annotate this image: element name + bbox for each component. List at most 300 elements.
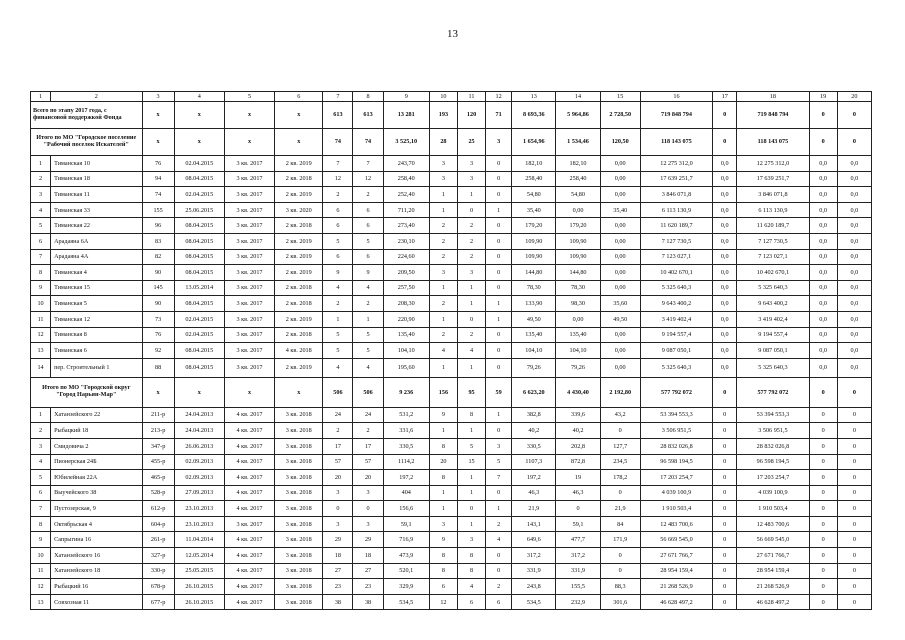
table-cell: 0,0 <box>713 187 737 203</box>
table-cell: 9 194 557,4 <box>737 327 809 343</box>
table-cell: 5 <box>486 454 512 470</box>
table-cell: 0,00 <box>600 218 640 234</box>
table-cell: 127,7 <box>600 438 640 454</box>
subtotal-row <box>31 102 872 129</box>
subtotal-cell: x <box>142 129 174 156</box>
table-cell: 6 113 130,9 <box>737 202 809 218</box>
address-cell: Тиманская 15 <box>51 280 142 296</box>
table-cell: 0 <box>809 454 837 470</box>
table-cell: 7 127 730,5 <box>640 233 712 249</box>
table-cell: 4 <box>353 358 383 377</box>
table-cell: 4 кв. 2017 <box>224 548 274 564</box>
table-cell: 94 <box>142 171 174 187</box>
table-cell: 4 кв. 2017 <box>224 438 274 454</box>
table-cell: 10 <box>31 548 51 564</box>
column-number-cell: 2 <box>51 92 142 102</box>
table-cell: 0 <box>837 516 871 532</box>
table-cell: 0,0 <box>713 296 737 312</box>
table-cell: 6 <box>353 202 383 218</box>
table-cell: 6 <box>429 579 457 595</box>
table-cell: 40,2 <box>556 423 600 439</box>
table-cell: 11 620 189,7 <box>640 218 712 234</box>
table-cell: 5 325 640,3 <box>640 280 712 296</box>
table-cell: 528-р <box>142 485 174 501</box>
table-cell: 0 <box>713 516 737 532</box>
column-number-cell: 10 <box>429 92 457 102</box>
table-cell: 2 <box>429 249 457 265</box>
table-cell: 0 <box>837 423 871 439</box>
table-cell: 0 <box>600 485 640 501</box>
table-cell: 6 <box>31 485 51 501</box>
table-cell: 0 <box>837 485 871 501</box>
table-cell: 9 <box>353 265 383 281</box>
table-cell: 1 <box>486 296 512 312</box>
table-cell: 11 <box>31 563 51 579</box>
table-cell: 3 кв. 2018 <box>275 485 323 501</box>
subtotal-cell: 74 <box>323 129 353 156</box>
table-cell: 331,6 <box>383 423 429 439</box>
table-cell: 0,0 <box>837 343 871 359</box>
table-cell: 178,2 <box>600 470 640 486</box>
table-cell: 57 <box>353 454 383 470</box>
table-row <box>31 358 872 377</box>
table-cell: 211-р <box>142 407 174 423</box>
table-row <box>31 187 872 203</box>
subtotal-cell: 0 <box>837 377 871 407</box>
table-cell: 3 846 071,8 <box>640 187 712 203</box>
table-cell: 1 910 503,4 <box>640 501 712 517</box>
table-cell: 0 <box>837 438 871 454</box>
subtotal-cell: 118 143 075 <box>737 129 809 156</box>
table-cell: 9 643 400,2 <box>737 296 809 312</box>
table-cell: 3 <box>31 187 51 203</box>
subtotal-cell: 719 848 794 <box>737 102 809 129</box>
subtotal-cell: 74 <box>353 129 383 156</box>
table-cell: 0,0 <box>837 311 871 327</box>
table-cell: 604-р <box>142 516 174 532</box>
table-row <box>31 249 872 265</box>
table-cell: 3 кв. 2017 <box>224 265 274 281</box>
table-cell: 1 <box>457 280 485 296</box>
table-cell: 53 394 553,3 <box>737 407 809 423</box>
table-cell: 1 <box>457 187 485 203</box>
table-cell: 3 кв. 2018 <box>275 579 323 595</box>
column-number-row <box>31 92 872 102</box>
table-cell: 2 <box>353 296 383 312</box>
subtotal-cell: x <box>224 129 274 156</box>
table-cell: 0,0 <box>809 358 837 377</box>
table-cell: 6 <box>486 594 512 610</box>
column-number-cell: 15 <box>600 92 640 102</box>
table-cell: 88,3 <box>600 579 640 595</box>
table-cell: 12 275 312,0 <box>737 156 809 172</box>
subtotal-row <box>31 377 872 407</box>
table-cell: 179,20 <box>512 218 556 234</box>
table-cell: 197,2 <box>512 470 556 486</box>
table-cell: 49,50 <box>512 311 556 327</box>
table-cell: 2 <box>323 296 353 312</box>
table-cell: 0,0 <box>809 218 837 234</box>
table-cell: 0,0 <box>837 249 871 265</box>
subtotal-cell: 95 <box>457 377 485 407</box>
table-cell: 4 кв. 2017 <box>224 532 274 548</box>
table-cell: 109,90 <box>556 249 600 265</box>
table-cell: 156,6 <box>383 501 429 517</box>
table-cell: 0 <box>713 423 737 439</box>
table-cell: 2 кв. 2019 <box>275 156 323 172</box>
subtotal-cell: 59 <box>486 377 512 407</box>
table-row <box>31 296 872 312</box>
table-cell: 0 <box>600 423 640 439</box>
table-cell: 35,40 <box>600 202 640 218</box>
table-cell: 12 <box>31 579 51 595</box>
table-cell: 3 <box>31 438 51 454</box>
table-cell: 3 кв. 2017 <box>224 156 274 172</box>
table-cell: 3 кв. 2017 <box>224 358 274 377</box>
address-cell: Рыбацкий 18 <box>51 423 142 439</box>
table-cell: 4 <box>31 202 51 218</box>
table-cell: 0 <box>323 501 353 517</box>
column-number-cell: 14 <box>556 92 600 102</box>
table-cell: 0 <box>809 501 837 517</box>
table-cell: 0,0 <box>713 202 737 218</box>
table-cell: 261-р <box>142 532 174 548</box>
table-cell: 0 <box>556 501 600 517</box>
column-number-cell: 3 <box>142 92 174 102</box>
subtotal-cell: x <box>275 377 323 407</box>
table-cell: 8 <box>31 265 51 281</box>
table-cell: 0 <box>837 501 871 517</box>
table-cell: 1 <box>457 296 485 312</box>
table-cell: 98,30 <box>556 296 600 312</box>
table-cell: 54,80 <box>512 187 556 203</box>
table-cell: 0,00 <box>600 187 640 203</box>
table-cell: 0,0 <box>809 296 837 312</box>
table-cell: 2 <box>486 579 512 595</box>
table-cell: 5 <box>353 327 383 343</box>
table-cell: 0 <box>486 485 512 501</box>
address-cell: Сапрыгина 16 <box>51 532 142 548</box>
table-cell: 3 кв. 2017 <box>224 202 274 218</box>
address-cell: Тиманская 8 <box>51 327 142 343</box>
table-cell: 76 <box>142 156 174 172</box>
table-row <box>31 470 872 486</box>
table-cell: 5 <box>457 438 485 454</box>
table-cell: 17 203 254,7 <box>737 470 809 486</box>
table-cell: 143,1 <box>512 516 556 532</box>
table-cell: 0 <box>713 470 737 486</box>
address-cell: Тиманская 12 <box>51 311 142 327</box>
table-row <box>31 423 872 439</box>
table-cell: 78,30 <box>512 280 556 296</box>
table-cell: 12 <box>323 171 353 187</box>
table-cell: 144,80 <box>512 265 556 281</box>
table-cell: 0,00 <box>600 233 640 249</box>
table-cell: 0,0 <box>837 202 871 218</box>
table-cell: 534,5 <box>383 594 429 610</box>
table-cell: 0 <box>809 532 837 548</box>
table-cell: 0 <box>809 579 837 595</box>
table-cell: 3 846 071,8 <box>737 187 809 203</box>
table-cell: 3 <box>429 516 457 532</box>
table-cell: 0,0 <box>713 358 737 377</box>
table-cell: 1 <box>429 501 457 517</box>
table-cell: 3 кв. 2020 <box>275 202 323 218</box>
table-cell: 4 <box>457 343 485 359</box>
subtotal-cell: 0 <box>837 102 871 129</box>
table-cell: 8 <box>429 438 457 454</box>
table-cell: 3 506 951,5 <box>737 423 809 439</box>
table-cell: 0,00 <box>556 311 600 327</box>
table-cell: 155 <box>142 202 174 218</box>
table-cell: 0,0 <box>713 327 737 343</box>
column-number-cell: 5 <box>224 92 274 102</box>
table-cell: 327-р <box>142 548 174 564</box>
table-cell: 7 <box>31 249 51 265</box>
table-cell: 13 <box>31 594 51 610</box>
address-cell: Хатанзейского 22 <box>51 407 142 423</box>
table-cell: 0,0 <box>809 327 837 343</box>
column-number-cell: 18 <box>737 92 809 102</box>
table-cell: 3 кв. 2017 <box>224 516 274 532</box>
subtotal-cell: 0 <box>809 377 837 407</box>
table-cell: 10 <box>31 296 51 312</box>
table-cell: 1114,2 <box>383 454 429 470</box>
table-cell: 0 <box>457 311 485 327</box>
column-number-cell: 6 <box>275 92 323 102</box>
table-cell: 2 <box>429 233 457 249</box>
table-cell: 20 <box>323 470 353 486</box>
table-cell: 4 <box>429 343 457 359</box>
subtotal-cell: 8 693,36 <box>512 102 556 129</box>
address-cell: Выучейского 38 <box>51 485 142 501</box>
table-cell: 3 кв. 2018 <box>275 563 323 579</box>
table-cell: 74 <box>142 187 174 203</box>
table-cell: 208,30 <box>383 296 429 312</box>
housing-program-table <box>30 91 872 610</box>
table-cell: 3 <box>457 265 485 281</box>
table-cell: 28 832 026,8 <box>737 438 809 454</box>
table-cell: 711,20 <box>383 202 429 218</box>
table-row <box>31 485 872 501</box>
table-cell: 0,0 <box>837 233 871 249</box>
table-cell: 08.04.2015 <box>174 218 224 234</box>
table-cell: 57 <box>323 454 353 470</box>
table-cell: 15 <box>457 454 485 470</box>
column-number-cell: 12 <box>486 92 512 102</box>
table-cell: 6 <box>353 218 383 234</box>
table-cell: 26.10.2015 <box>174 579 224 595</box>
subtotal-cell: x <box>142 377 174 407</box>
table-cell: 3 кв. 2017 <box>224 311 274 327</box>
subtotal-cell: x <box>275 102 323 129</box>
table-cell: 0,0 <box>837 327 871 343</box>
table-cell: 0,0 <box>713 218 737 234</box>
table-cell: 0 <box>486 280 512 296</box>
subtotal-label: Всего по этапу 2017 года, с финансовой поддержкой Фонда <box>31 102 143 129</box>
address-cell: пер. Строительный 1 <box>51 358 142 377</box>
table-cell: 220,90 <box>383 311 429 327</box>
table-cell: 08.04.2015 <box>174 233 224 249</box>
subtotal-cell: 25 <box>457 129 485 156</box>
table-cell: 330-р <box>142 563 174 579</box>
table-cell: 0,0 <box>713 311 737 327</box>
table-cell: 339,6 <box>556 407 600 423</box>
table-cell: 144,80 <box>556 265 600 281</box>
table-cell: 179,20 <box>556 218 600 234</box>
table-cell: 8 <box>429 470 457 486</box>
table-cell: 27.09.2013 <box>174 485 224 501</box>
table-cell: 4 кв. 2017 <box>224 454 274 470</box>
table-cell: 1 <box>457 470 485 486</box>
table-cell: 4 039 100,9 <box>640 485 712 501</box>
table-cell: 27 <box>353 563 383 579</box>
table-cell: 331,9 <box>512 563 556 579</box>
table-cell: 6 <box>323 218 353 234</box>
subtotal-cell: 120 <box>457 102 485 129</box>
table-row <box>31 202 872 218</box>
table-cell: 0,00 <box>600 156 640 172</box>
table-cell: 2 <box>457 218 485 234</box>
address-cell: Тиманская 22 <box>51 218 142 234</box>
table-cell: 0 <box>713 594 737 610</box>
table-cell: 5 <box>31 218 51 234</box>
table-cell: 0,0 <box>837 171 871 187</box>
table-cell: 0 <box>353 501 383 517</box>
table-cell: 104,10 <box>383 343 429 359</box>
table-cell: 0 <box>809 470 837 486</box>
table-cell: 21 268 526,9 <box>640 579 712 595</box>
table-cell: 104,10 <box>556 343 600 359</box>
table-cell: 7 <box>323 156 353 172</box>
table-cell: 12 483 700,6 <box>640 516 712 532</box>
table-cell: 3 кв. 2018 <box>275 532 323 548</box>
table-cell: 1 <box>429 202 457 218</box>
table-cell: 2 кв. 2018 <box>275 327 323 343</box>
table-cell: 46 628 497,2 <box>737 594 809 610</box>
table-cell: 23 <box>323 579 353 595</box>
address-cell: Тиманская 10 <box>51 156 142 172</box>
table-cell: 90 <box>142 265 174 281</box>
table-cell: 1 910 503,4 <box>737 501 809 517</box>
table-cell: 465-р <box>142 470 174 486</box>
table-cell: 0 <box>837 563 871 579</box>
table-cell: 0,0 <box>809 343 837 359</box>
table-cell: 6 113 130,9 <box>640 202 712 218</box>
table-cell: 0 <box>809 594 837 610</box>
table-cell: 301,6 <box>600 594 640 610</box>
subtotal-cell: 6 623,20 <box>512 377 556 407</box>
table-cell: 3 кв. 2017 <box>224 218 274 234</box>
table-cell: 3 кв. 2018 <box>275 516 323 532</box>
table-cell: 2 кв. 2019 <box>275 358 323 377</box>
table-cell: 0 <box>809 423 837 439</box>
table-cell: 0 <box>713 438 737 454</box>
table-cell: 872,8 <box>556 454 600 470</box>
table-cell: 243,8 <box>512 579 556 595</box>
table-cell: 520,1 <box>383 563 429 579</box>
table-cell: 5 325 640,3 <box>737 280 809 296</box>
table-cell: 258,40 <box>556 171 600 187</box>
table-cell: 0,0 <box>837 218 871 234</box>
table-cell: 0 <box>837 594 871 610</box>
subtotal-cell: 506 <box>323 377 353 407</box>
subtotal-cell: 577 792 072 <box>640 377 712 407</box>
table-cell: 38 <box>323 594 353 610</box>
subtotal-cell: 28 <box>429 129 457 156</box>
table-cell: 382,8 <box>512 407 556 423</box>
table-cell: 0 <box>809 516 837 532</box>
address-cell: Совхозная 11 <box>51 594 142 610</box>
table-cell: 0,0 <box>713 171 737 187</box>
table-cell: 56 669 545,0 <box>737 532 809 548</box>
table-cell: 08.04.2015 <box>174 296 224 312</box>
table-cell: 28 954 159,4 <box>640 563 712 579</box>
table-cell: 0 <box>486 358 512 377</box>
subtotal-cell: 577 792 072 <box>737 377 809 407</box>
subtotal-cell: 9 236 <box>383 377 429 407</box>
table-cell: 677-р <box>142 594 174 610</box>
table-cell: 0 <box>837 470 871 486</box>
table-cell: 2 кв. 2018 <box>275 218 323 234</box>
table-cell: 6 <box>353 249 383 265</box>
table-cell: 534,5 <box>512 594 556 610</box>
table-cell: 0 <box>809 548 837 564</box>
table-cell: 4 <box>323 358 353 377</box>
subtotal-cell: 13 281 <box>383 102 429 129</box>
table-cell: 46,3 <box>556 485 600 501</box>
table-cell: 08.04.2015 <box>174 343 224 359</box>
table-cell: 197,2 <box>383 470 429 486</box>
subtotal-cell: x <box>174 377 224 407</box>
table-cell: 0 <box>713 454 737 470</box>
table-cell: 0,0 <box>713 156 737 172</box>
table-cell: 145 <box>142 280 174 296</box>
table-cell: 1 <box>486 202 512 218</box>
table-cell: 46 628 497,2 <box>640 594 712 610</box>
table-cell: 2 кв. 2018 <box>275 280 323 296</box>
table-cell: 182,10 <box>556 156 600 172</box>
table-cell: 0 <box>713 485 737 501</box>
table-cell: 24.04.2013 <box>174 423 224 439</box>
subtotal-cell: 0 <box>713 129 737 156</box>
subtotal-cell: 156 <box>429 377 457 407</box>
table-row <box>31 516 872 532</box>
subtotal-cell: 5 964,86 <box>556 102 600 129</box>
table-row <box>31 579 872 595</box>
table-cell: 96 598 194,5 <box>640 454 712 470</box>
table-cell: 1 <box>429 280 457 296</box>
table-cell: 1 <box>429 423 457 439</box>
table-cell: 10 402 670,1 <box>640 265 712 281</box>
table-cell: 2 <box>323 423 353 439</box>
table-cell: 109,90 <box>512 233 556 249</box>
table-cell: 3 419 402,4 <box>640 311 712 327</box>
table-cell: 2 <box>486 516 512 532</box>
table-cell: 135,40 <box>556 327 600 343</box>
table-cell: 9 <box>31 280 51 296</box>
table-cell: 0,00 <box>600 327 640 343</box>
table-cell: 9 <box>429 407 457 423</box>
table-cell: 234,5 <box>600 454 640 470</box>
table-cell: 649,6 <box>512 532 556 548</box>
table-cell: 9 <box>429 532 457 548</box>
table-cell: 0 <box>809 563 837 579</box>
table-cell: 43,2 <box>600 407 640 423</box>
table-cell: 0 <box>486 187 512 203</box>
table-cell: 4 кв. 2018 <box>275 343 323 359</box>
table-cell: 2 кв. 2019 <box>275 249 323 265</box>
